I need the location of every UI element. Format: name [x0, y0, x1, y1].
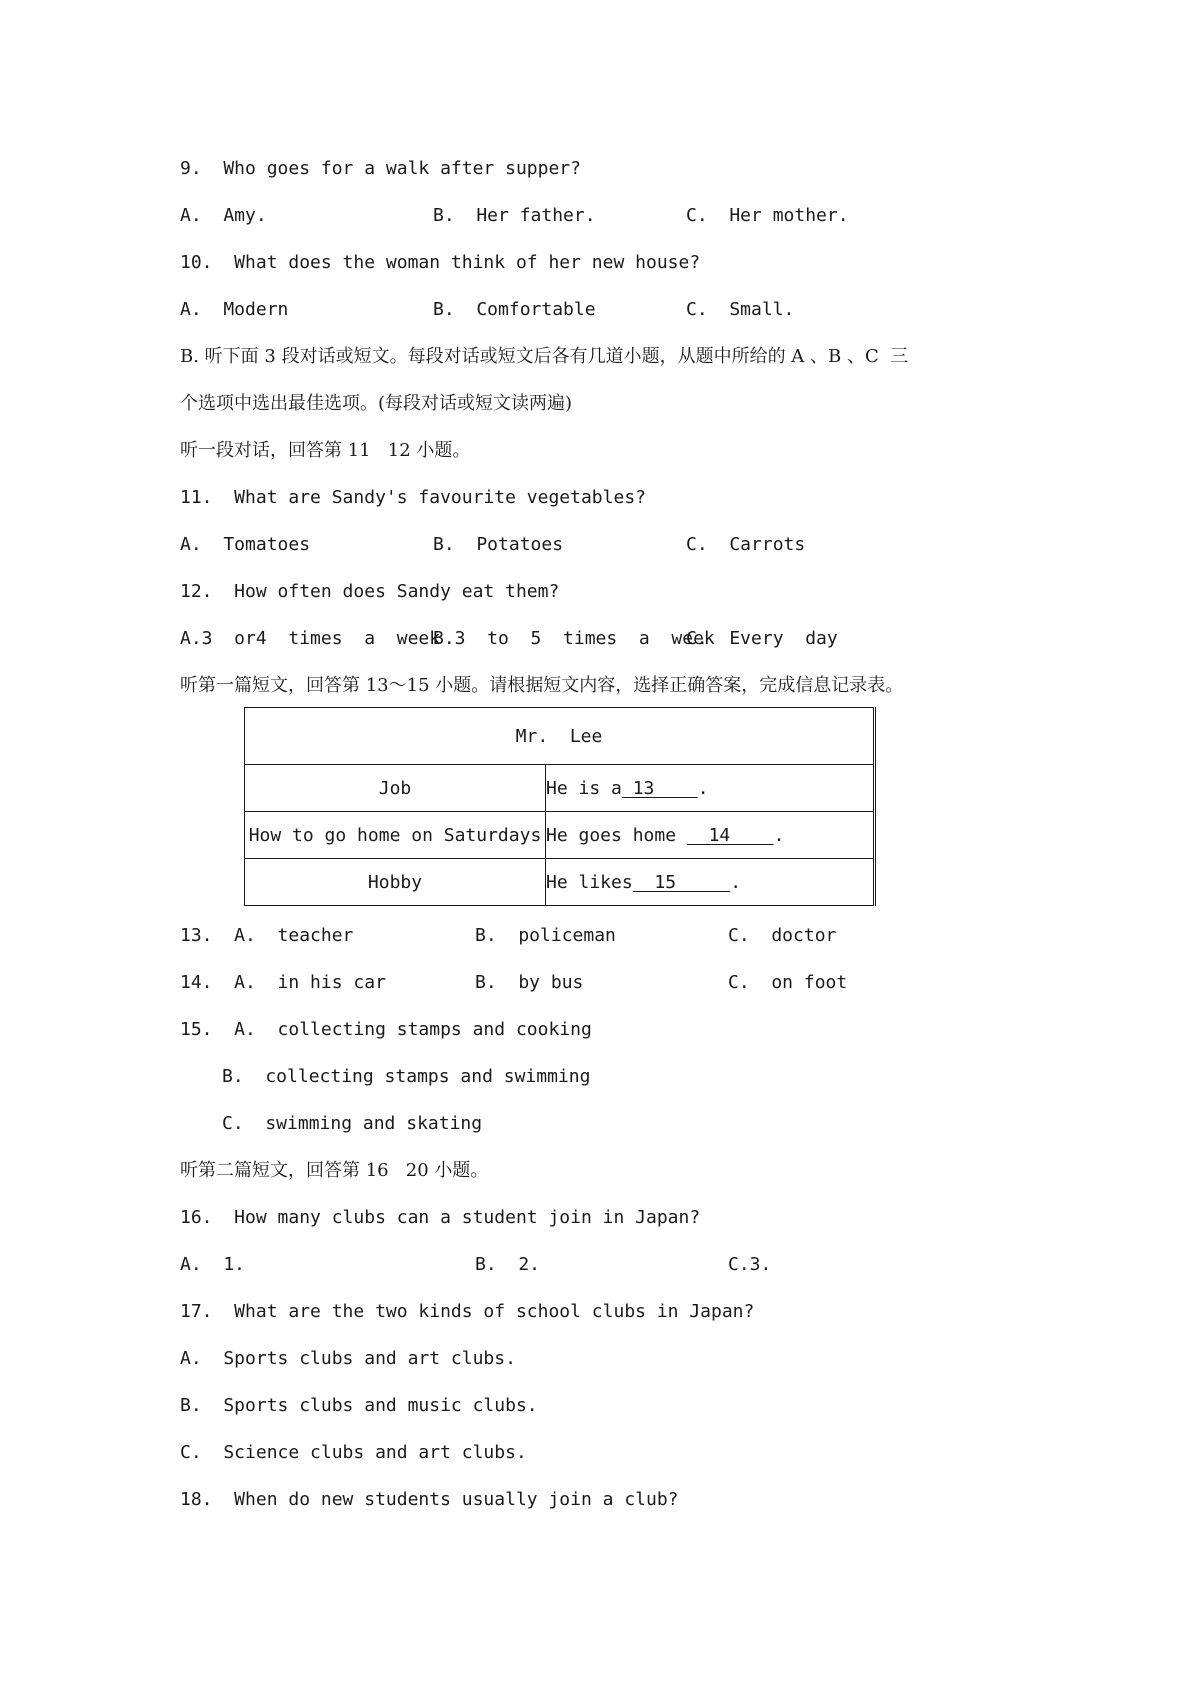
options-12 — [180, 624, 980, 654]
option-12c: C. Every day — [686, 628, 838, 649]
option-11b: B. Potatoes — [433, 534, 564, 555]
options-14 — [180, 968, 980, 998]
option-10a: A. Modern — [180, 299, 289, 320]
question-17: 17. What are the two kinds of school clubs in Japan? — [180, 1301, 755, 1322]
table-row — [245, 859, 875, 906]
question-16: 16. How many clubs can a student join in Japan? — [180, 1207, 701, 1228]
options-9 — [180, 201, 980, 231]
record-value-job: He is a 13 . — [546, 765, 875, 812]
table-row — [245, 812, 875, 859]
option-17c: C. Science clubs and art clubs. — [180, 1442, 527, 1463]
blank-15: 15 — [632, 871, 731, 893]
passage2-intro: 听第二篇短文，回答第 16 20 小题。 — [180, 1160, 489, 1181]
question-12: 12. How often does Sandy eat them? — [180, 581, 560, 602]
option-9a: A. Amy. — [180, 205, 267, 226]
option-9c: C. Her mother. — [686, 205, 849, 226]
option-10c: C. Small. — [686, 299, 795, 320]
option-14c: C. on foot — [728, 972, 848, 993]
blank-14: 14 — [686, 824, 774, 846]
option-11a: A. Tomatoes — [180, 534, 311, 555]
section-b-instruction-line1: B. 听下面 3 段对话或短文。每段对话或短文后各有几道小题，从题中所给的 A 、B 、C 三 — [180, 346, 909, 367]
options-13 — [180, 921, 980, 951]
option-12b: B.3 to 5 times a week — [433, 628, 715, 649]
option-11c: C. Carrots — [686, 534, 806, 555]
option-13c: C. doctor — [728, 925, 837, 946]
record-key-hobby: Hobby — [245, 859, 546, 906]
option-15a: 15. A. collecting stamps and cooking — [180, 1019, 592, 1040]
record-value-transport: He goes home 14 . — [546, 812, 875, 859]
question-9: 9. Who goes for a walk after supper? — [180, 158, 581, 179]
dialog1-intro: 听一段对话，回答第 11 12 小题。 — [180, 440, 471, 461]
option-17b: B. Sports clubs and music clubs. — [180, 1395, 538, 1416]
blank-13: 13 — [621, 777, 698, 799]
record-key-job: Job — [245, 765, 546, 812]
option-10b: B. Comfortable — [433, 299, 596, 320]
options-16 — [180, 1250, 980, 1280]
option-15c: C. swimming and skating — [222, 1113, 483, 1134]
option-14a: 14. A. in his car — [180, 972, 386, 993]
option-13a: 13. A. teacher — [180, 925, 354, 946]
section-b-instruction-line2: 个选项中选出最佳选项。(每段对话或短文读两遍) — [180, 393, 573, 414]
option-14b: B. by bus — [475, 972, 584, 993]
option-16a: A. 1. — [180, 1254, 246, 1275]
record-key-transport: How to go home on Saturdays — [245, 812, 546, 859]
option-16c: C.3. — [728, 1254, 772, 1275]
option-9b: B. Her father. — [433, 205, 596, 226]
option-16b: B. 2. — [475, 1254, 541, 1275]
question-18: 18. When do new students usually join a club? — [180, 1489, 679, 1510]
question-11: 11. What are Sandy's favourite vegetables? — [180, 487, 646, 508]
option-12a: A.3 or4 times a week — [180, 628, 441, 649]
info-record-table — [244, 707, 876, 906]
options-11 — [180, 530, 980, 560]
question-10: 10. What does the woman think of her new house? — [180, 252, 701, 273]
table-row — [245, 765, 875, 812]
option-17a: A. Sports clubs and art clubs. — [180, 1348, 516, 1369]
passage1-intro: 听第一篇短文，回答第 13～15 小题。请根据短文内容，选择正确答案，完成信息记录表。 — [180, 675, 904, 696]
options-10 — [180, 295, 980, 325]
option-15b: B. collecting stamps and swimming — [222, 1066, 591, 1087]
option-13b: B. policeman — [475, 925, 616, 946]
record-table-title: Mr. Lee — [245, 708, 875, 765]
record-value-hobby: He likes 15 . — [546, 859, 875, 906]
